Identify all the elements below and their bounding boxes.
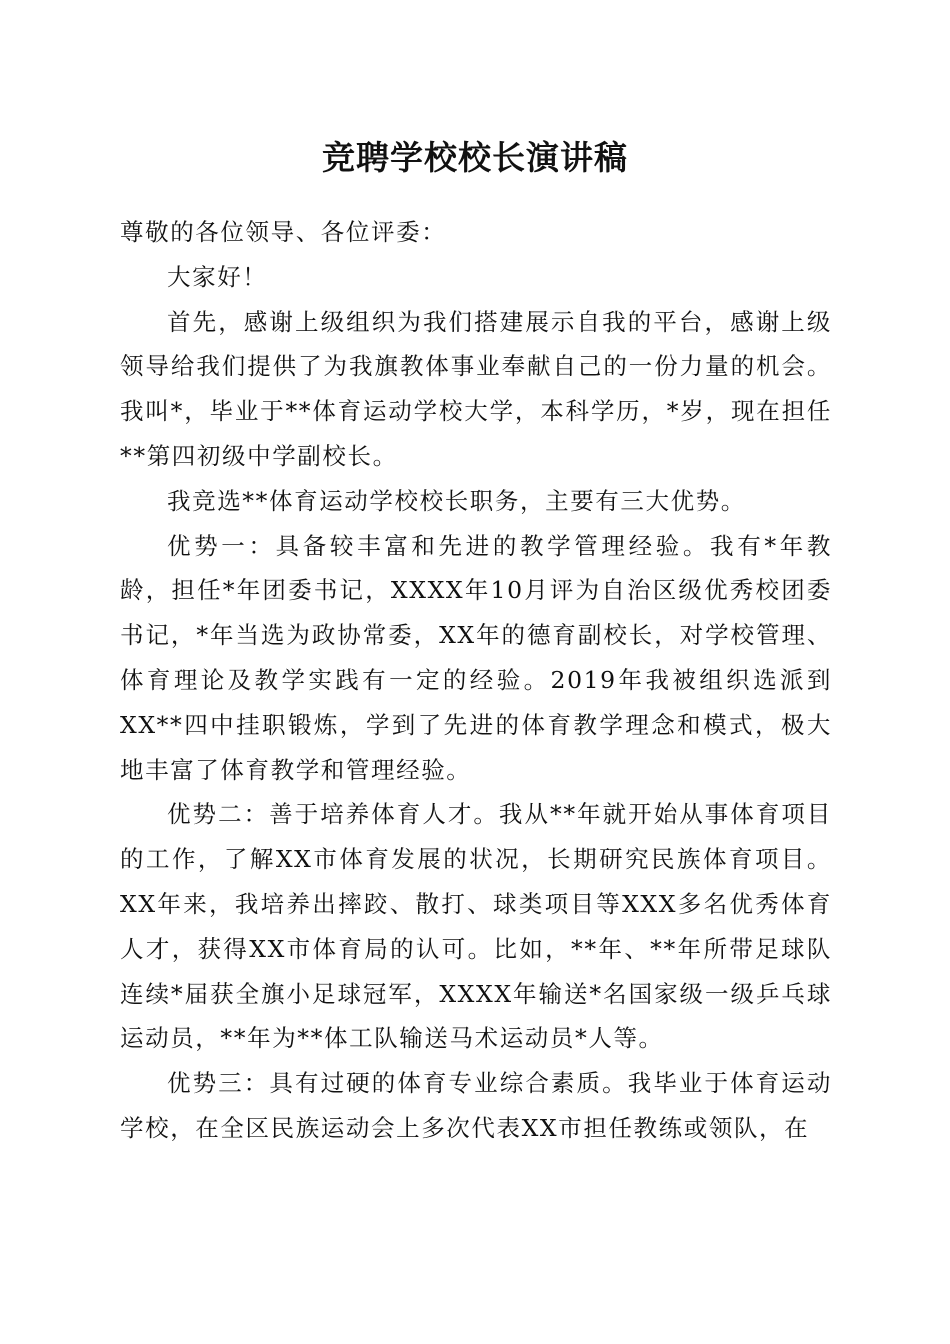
paragraph-advantage-one: 优势一：具备较丰富和先进的教学管理经验。我有*年教龄，担任*年团委书记，XXXX年10月评为自治区级优秀校团委书记，*年当选为政协常委，XX年的德育副校长，对学校管理、体育理论及教学实践有一定的经验。2019年我被组织选派到XX**四中挂职锻炼，学到了先进的体育教学理念和模式，极大地丰富了体育教学和管理经验。 xyxy=(120,531,832,784)
paragraph-advantage-two: 优势二：善于培养体育人才。我从**年就开始从事体育项目的工作，了解XX市体育发展的状况，长期研究民族体育项目。XX年来，我培养出摔跤、散打、球类项目等XXX多名优秀体育人才，获得XX市体育局的认可。比如，**年、**年所带足球队连续*届获全旗小足球冠军，XXXX年输送*名国家级一级乒乓球运动员，**年为**体工队输送马术运动员*人等。 xyxy=(120,800,832,1053)
document-title: 竞聘学校校长演讲稿 xyxy=(322,138,628,177)
paragraph-advantage-three: 优势三：具有过硬的体育专业综合素质。我毕业于体育运动学校，在全区民族运动会上多次代表XX市担任教练或领队，在 xyxy=(120,1069,832,1142)
document-body xyxy=(120,210,832,1151)
paragraph-introduction: 首先，感谢上级组织为我们搭建展示自我的平台，感谢上级领导给我们提供了为我旗教体事业奉献自己的一份力量的机会。我叫*，毕业于**体育运动学校大学，本科学历，*岁，现在担任**第四初级中学副校长。 xyxy=(120,307,832,470)
paragraph-greeting: 大家好！ xyxy=(167,262,268,291)
paragraph-advantages-overview: 我竞选**体育运动学校校长职务，主要有三大优势。 xyxy=(167,486,746,515)
salutation: 尊敬的各位领导、各位评委： xyxy=(120,218,447,246)
